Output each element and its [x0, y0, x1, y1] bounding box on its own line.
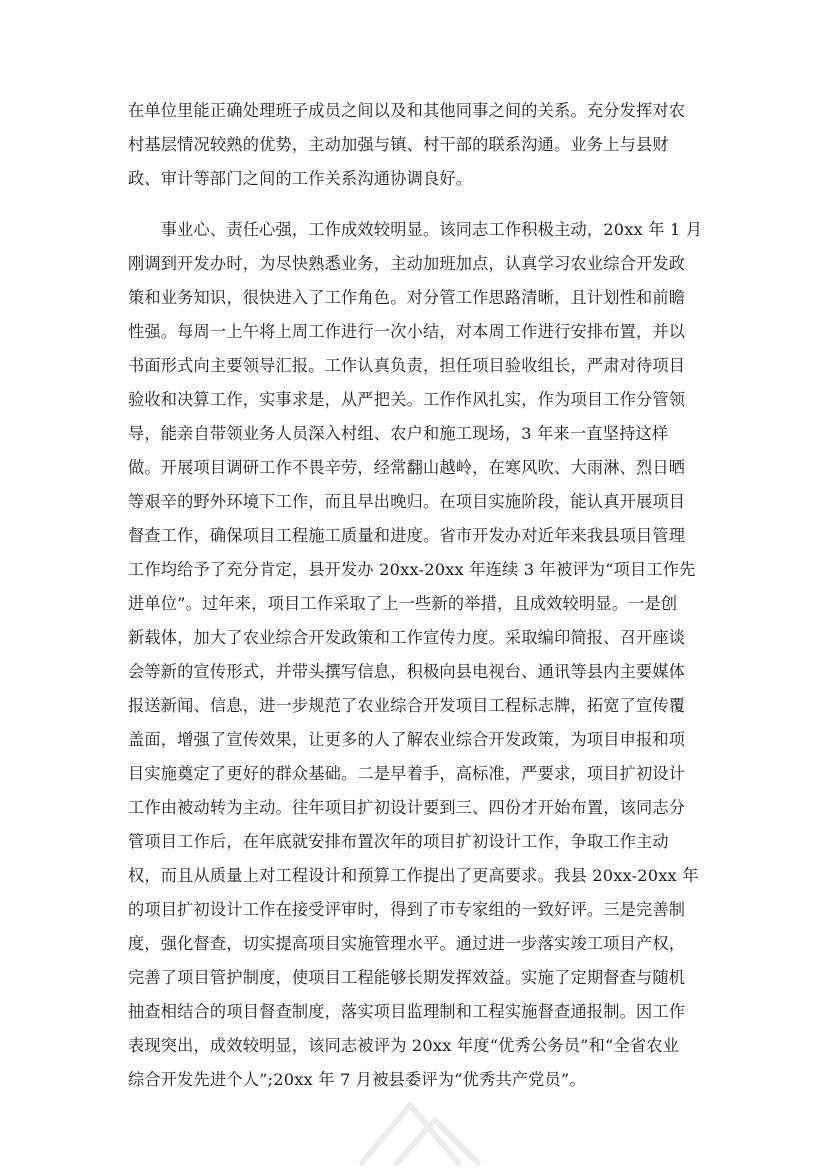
text-line: 进单位”。过年来，项目工作采取了上一些新的举措，且成效较明显。一是创	[128, 594, 678, 613]
text-line: 综合开发先进个人”;20xx 年 7 月被县委评为“优秀共产党员”。	[128, 1070, 586, 1089]
text-line: 做。开展项目调研工作不畏辛劳，经常翻山越岭，在寒风吹、大雨淋、烈日晒	[128, 458, 686, 477]
text-line: 目实施奠定了更好的群众基础。二是早着手，高标准，严要求，项目扩初设计	[128, 764, 686, 783]
text-line: 抽查相结合的项目督查制度，落实项目监理制和工程实施督查通报制。因工作	[128, 1002, 686, 1021]
text-line: 性强。每周一上午将上周工作进行一次小结，对本周工作进行安排布置，并以	[128, 322, 686, 341]
text-line: 盖面，增强了宣传效果，让更多的人了解农业综合开发政策，为项目申报和项	[128, 730, 686, 749]
text-line: 表现突出，成效较明显，该同志被评为 20xx 年度“优秀公务员”和“全省农业	[128, 1036, 680, 1055]
text-line: 验收和决算工作，实事求是，从严把关。工作作风扎实，作为项目工作分管领	[128, 390, 686, 409]
text-line: 策和业务知识，很快进入了工作角色。对分管工作思路清晰，且计划性和前瞻	[128, 288, 686, 307]
text-line: 的项目扩初设计工作在接受评审时，得到了市专家组的一致好评。三是完善制	[128, 900, 686, 919]
text-line: 工作由被动转为主动。往年项目扩初设计要到三、四份才开始布置，该同志分	[128, 798, 686, 817]
text-line: 督查工作，确保项目工程施工质量和进度。省市开发办对近年来我县项目管理	[128, 526, 686, 545]
text-line: 导，能亲自带领业务人员深入村组、农户和施工现场，3 年来一直坚持这样	[128, 424, 669, 443]
text-line: 在单位里能正确处理班子成员之间以及和其他同事之间的关系。充分发挥对农	[128, 101, 686, 120]
text-line: 新载体，加大了农业综合开发政策和工作宣传力度。采取编印简报、召开座谈	[128, 628, 686, 647]
text-line: 刚调到开发办时，为尽快熟悉业务，主动加班加点，认真学习农业综合开发政	[128, 254, 686, 273]
text-line: 书面形式向主要领导汇报。工作认真负责，担任项目验收组长，严肃对待项目	[128, 356, 686, 375]
text-line: 管项目工作后，在年底就安排布置次年的项目扩初设计工作，争取工作主动	[128, 832, 669, 851]
text-line: 完善了项目管护制度，使项目工程能够长期发挥效益。实施了定期督查与随机	[128, 968, 686, 987]
watermark-graphic	[340, 1085, 500, 1175]
text-line: 会等新的宣传形式，并带头撰写信息，积极向县电视台、通讯等县内主要媒体	[128, 662, 686, 681]
text-line: 事业心、责任心强，工作成效较明显。该同志工作积极主动，20xx 年 1 月	[128, 220, 703, 239]
text-line: 政、审计等部门之间的工作关系沟通协调良好。	[128, 169, 473, 188]
text-line: 报送新闻、信息，进一步规范了农业综合开发项目工程标志牌，拓宽了宣传覆	[128, 696, 686, 715]
text-line: 工作均给予了充分肯定，县开发办 20xx-20xx 年连续 3 年被评为“项目工作先	[128, 560, 696, 579]
text-line: 村基层情况较熟的优势，主动加强与镇、村干部的联系沟通。业务上与县财	[128, 135, 669, 154]
text-line: 度，强化督查，切实提高项目实施管理水平。通过进一步落实竣工项目产权，	[128, 934, 686, 953]
text-line: 权，而且从质量上对工程设计和预算工作提出了更高要求。我县 20xx-20xx 年	[128, 866, 699, 885]
text-line: 等艰辛的野外环境下工作，而且早出晚归。在项目实施阶段，能认真开展项目	[128, 492, 686, 511]
